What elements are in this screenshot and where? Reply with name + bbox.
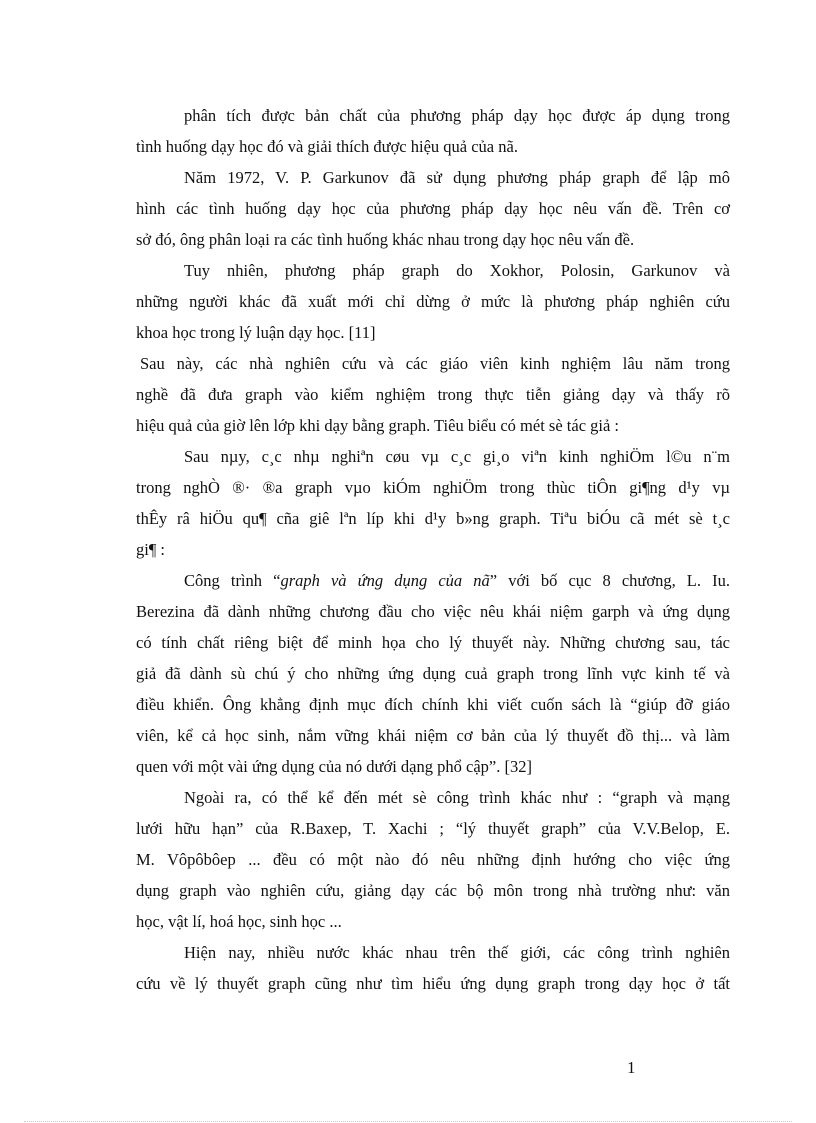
- text-line: M. Vôpôbôep ... đều có một nào đó nêu những định hướng cho việc ứng: [136, 850, 730, 869]
- text-line: sở đó, ông phân loại ra các tình huống khác nhau trong dạy học nêu vấn đề.: [136, 230, 635, 249]
- text-line: giả đã dành sù chú ý cho những ứng dụng cuả graph trong lĩnh vực kinh tế và: [136, 664, 730, 683]
- text-line: khoa học trong lý luận dạy học. [11]: [136, 323, 376, 342]
- text-line: viên, kể cả học sinh, nắm vững khái niệm cơ bản của lý thuyết đồ thị... và làm: [136, 726, 730, 745]
- text-line: Năm 1972, V. P. Garkunov đã sử dụng phương pháp graph để lập mô: [184, 168, 730, 187]
- text-line: điều khiển. Ông khẳng định mục đích chính khi viết cuốn sách là “giúp đỡ giáo: [136, 695, 730, 714]
- paragraph: [136, 782, 730, 937]
- book-title: graph và ứng dụng của nã: [280, 571, 490, 590]
- text-line: hình các tình huống dạy học của phương pháp dạy học nêu vấn đề. Trên cơ: [136, 199, 730, 218]
- page-number: 1: [627, 1058, 636, 1077]
- text-line: Tuy nhiên, phương pháp graph do Xokhor, Polosin, Garkunov và: [184, 261, 730, 280]
- text-line: gi¶ :: [136, 540, 166, 559]
- text-fragment: ” với bố cục 8 chương, L. Iu.: [489, 571, 730, 590]
- paragraph: [136, 565, 730, 782]
- text-line: Ngoài ra, có thể kể đến mét sè công trình khác như : “graph và mạng: [184, 788, 730, 807]
- paragraph: [136, 162, 730, 255]
- text-line: lưới hữu hạn” của R.Baxep, T. Xachi ; “lý thuyết graph” của V.V.Belop, E.: [136, 819, 730, 838]
- document-body: [136, 100, 730, 999]
- text-fragment: Công trình “: [184, 571, 281, 590]
- text-line: trong nghÒ ®· ®a graph vµo kiÓm nghiÖm trong thùc tiÔn gi¶ng d¹y vµ: [136, 478, 730, 497]
- text-line: nghề đã đưa graph vào kiểm nghiệm trong thực tiễn giảng dạy và thấy rõ: [136, 385, 730, 404]
- paragraph: [136, 100, 730, 162]
- text-line: có tính chất riêng biệt để minh họa cho lý thuyết này. Những chương sau, tác: [136, 633, 730, 652]
- paragraph: [136, 348, 730, 441]
- text-line: phân tích được bản chất của phương pháp dạy học được áp dụng trong: [184, 106, 730, 125]
- text-line: cứu về lý thuyết graph cũng như tìm hiểu ứng dụng graph trong dạy học ở tất: [136, 974, 730, 993]
- text-line: học, vật lí, hoá học, sinh học ...: [136, 912, 342, 931]
- text-line: [136, 565, 730, 596]
- text-line: tình huống dạy học đó và giải thích được hiệu quả của nã.: [136, 137, 518, 156]
- text-line: Sau nµy, c¸c nhµ nghiªn cøu vµ c¸c gi¸o viªn kinh nghiÖm l©u n¨m: [184, 447, 730, 466]
- text-line: hiệu quả của giờ lên lớp khi dạy bằng graph. Tiêu biểu có mét sè tác giả :: [136, 416, 620, 435]
- text-line: quen với một vài ứng dụng của nó dưới dạng phổ cập”. [32]: [136, 757, 532, 776]
- paragraph: [136, 255, 730, 348]
- text-line: Berezina đã dành những chương đầu cho việc nêu khái niệm garph và ứng dụng: [136, 602, 730, 621]
- paragraph: [136, 441, 730, 565]
- page-bottom-divider: [24, 1121, 792, 1122]
- text-line: Sau này, các nhà nghiên cứu và các giáo viên kinh nghiệm lâu năm trong: [140, 354, 730, 373]
- text-line: dụng graph vào nghiên cứu, giảng dạy các bộ môn trong nhà trường như: văn: [136, 881, 730, 900]
- text-line: Hiện nay, nhiều nước khác nhau trên thế giới, các công trình nghiên: [184, 943, 730, 962]
- text-line: thÊy râ hiÖu qu¶ cña giê lªn líp khi d¹y b»ng graph. Tiªu biÓu cã mét sè t¸c: [136, 509, 730, 528]
- text-line: những người khác đã xuất mới chỉ dừng ở mức là phương pháp nghiên cứu: [136, 292, 730, 311]
- paragraph: [136, 937, 730, 999]
